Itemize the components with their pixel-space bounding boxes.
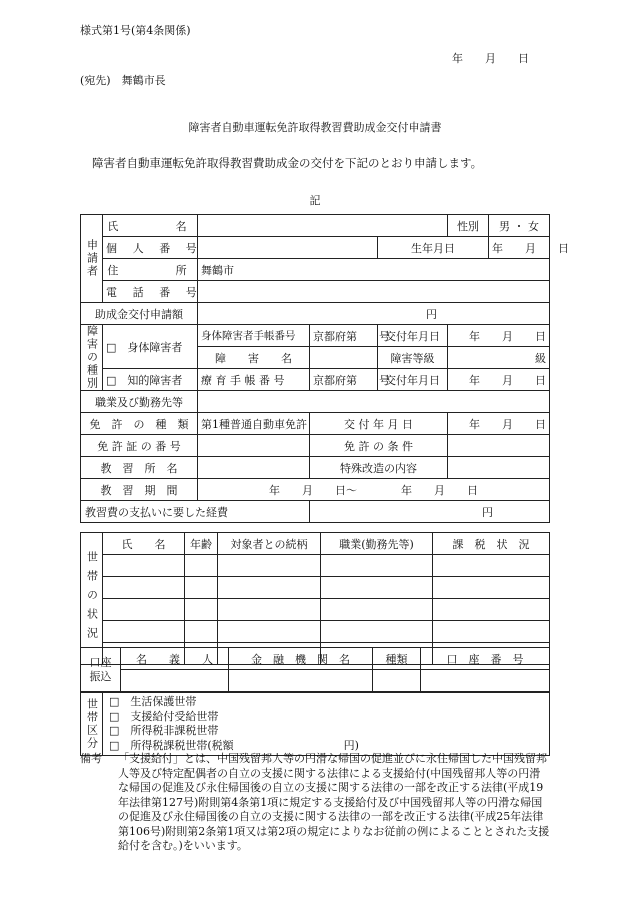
grant-amount-label: 助成金交付申請額: [81, 303, 198, 325]
ki-label: 記: [309, 194, 321, 207]
disability-group-label: 障害の種別: [81, 325, 103, 391]
bank-col-holder: 名 義 人: [121, 648, 229, 670]
application-table: [80, 214, 569, 523]
bank-group-label: 口座振込: [81, 648, 121, 692]
disability-grade-input[interactable]: [448, 347, 550, 369]
bank-holder-input[interactable]: [121, 670, 229, 692]
household-row: [81, 577, 550, 599]
physical-checkbox[interactable]: □ 身体障害者: [103, 325, 198, 369]
ryoiku-issue-label: 交付年月日: [378, 369, 448, 391]
category-group-label: 世帯区分: [81, 693, 103, 756]
cost-unit: 円: [482, 505, 493, 519]
grant-amount-input[interactable]: [198, 303, 550, 325]
cost-label: 教習費の支払いに要した経費: [81, 501, 310, 523]
bank-col-number: 口 座 番 号: [421, 648, 550, 670]
license-type-value[interactable]: 第1種普通自動車免許: [198, 413, 310, 435]
household-row: [81, 555, 550, 577]
disability-name-label: 障 害 名: [198, 347, 310, 369]
bank-col-bank: 金 融 機 関 名: [229, 648, 373, 670]
individual-number-input[interactable]: [198, 237, 378, 259]
school-name-label: 教 習 所 名: [81, 457, 198, 479]
phone-label: 電 話 番 号: [103, 281, 198, 303]
remarks: [80, 752, 550, 854]
disability-grade-label: 障害等級: [378, 347, 448, 369]
category-option-welfare[interactable]: □ 生活保護世帯: [109, 695, 197, 708]
physical-book-input[interactable]: 京都府第 号: [310, 325, 378, 347]
bank-col-kind: 種類: [373, 648, 421, 670]
category-option-nontaxed[interactable]: □ 所得税非課税世帯: [109, 724, 219, 737]
gender-label: 性別: [448, 215, 489, 237]
ryoiku-book-input[interactable]: 京都府第 号: [310, 369, 378, 391]
cost-input[interactable]: [310, 501, 550, 523]
intellectual-checkbox[interactable]: □ 知的障害者: [103, 369, 198, 391]
physical-book-label: 身体障害者手帳番号: [198, 325, 310, 347]
name-label: 氏 名: [103, 215, 198, 237]
license-number-label: 免 許 証 の 番 号: [81, 435, 198, 457]
addressee: (宛先) 舞鶴市長: [80, 74, 166, 87]
intro-text: 障害者自動車運転免許取得教習費助成金の交付を下記のとおり申請します。: [92, 156, 483, 170]
license-number-input[interactable]: [198, 435, 310, 457]
bank-table: [80, 647, 550, 692]
gender-select[interactable]: 男 ・ 女: [489, 215, 550, 237]
household-table: [80, 532, 550, 665]
ryoiku-issue-input[interactable]: 年 月 日: [448, 369, 550, 391]
birth-date-label: 生年月日: [378, 237, 489, 259]
license-type-label: 免 許 の 種 類: [81, 413, 198, 435]
phone-input[interactable]: [198, 281, 550, 303]
disability-name-input[interactable]: [310, 347, 378, 369]
household-row: [81, 599, 550, 621]
household-group-label: 世帯の状況: [81, 533, 103, 665]
physical-issue-input[interactable]: 年 月 日: [448, 325, 550, 347]
bank-row: [81, 670, 550, 692]
address-label: 住 所: [103, 259, 198, 281]
form-number: 様式第1号(第4条関係): [80, 24, 191, 37]
license-issue-label: 交 付 年 月 日: [310, 413, 448, 435]
training-period-label: 教 習 期 間: [81, 479, 198, 501]
name-input[interactable]: [198, 215, 448, 237]
job-label: 職業及び勤務先等: [81, 391, 198, 413]
household-col-age: 年齢: [185, 533, 218, 555]
individual-number-label: 個 人 番 号: [103, 237, 198, 259]
bank-number-input[interactable]: [421, 670, 550, 692]
school-name-input[interactable]: [198, 457, 310, 479]
license-condition-label: 免 許 の 条 件: [310, 435, 448, 457]
birth-date-input[interactable]: 年 月 日: [489, 237, 550, 259]
modification-label: 特殊改造の内容: [310, 457, 448, 479]
household-row: [81, 621, 550, 643]
job-input[interactable]: [198, 391, 550, 413]
household-col-name: 氏 名: [103, 533, 185, 555]
category-table: [80, 692, 550, 756]
applicant-group-label: 申請者: [81, 215, 103, 303]
remarks-head: 備考: [80, 752, 102, 765]
remarks-text: 「支援給付」とは、中国残留邦人等の円滑な帰国の促進並びに永住帰国した中国残留邦人等及び特定配偶者の自立の支援に関する法律による支援給付(中国残留邦人等の円滑な帰国の促進及び永住帰国後の自立の支援に関する法律の一部を改正する法律(平成19年法律第127号)附則第4条第1項に規定する支援給付及び中国残留邦人等の円滑な帰国の促進及び永住帰国後の自立の支援に関する法律の一部を改正する法律(平成25年法律第106号)附則第2条第1項又は第2項の規定によりなお従前の例によることとされた支援給付を含む。)をいいます。: [118, 752, 550, 852]
modification-input[interactable]: [448, 457, 550, 479]
grant-unit: 円: [426, 307, 437, 321]
household-col-job: 職業(勤務先等): [321, 533, 433, 555]
bank-name-input[interactable]: [229, 670, 373, 692]
date-line: 年 月 日: [452, 52, 529, 65]
bank-kind-input[interactable]: [373, 670, 421, 692]
training-period-input[interactable]: 年 月 日〜 年 月 日: [198, 479, 550, 501]
category-option-taxed[interactable]: □ 所得税課税世帯(税額 円): [109, 738, 359, 752]
category-option-support[interactable]: □ 支援給付受給世帯: [109, 709, 219, 723]
grade-unit: 級: [535, 351, 546, 365]
ryoiku-book-label: 療 育 手 帳 番 号: [198, 369, 310, 391]
license-condition-input[interactable]: [448, 435, 550, 457]
license-issue-input[interactable]: 年 月 日: [448, 413, 550, 435]
household-col-tax: 課 税 状 況: [433, 533, 550, 555]
page-title: 障害者自動車運転免許取得教習費助成金交付申請書: [188, 121, 442, 134]
household-col-relation: 対象者との続柄: [218, 533, 321, 555]
physical-issue-label: 交付年月日: [378, 325, 448, 347]
address-input[interactable]: 舞鶴市: [198, 259, 550, 281]
